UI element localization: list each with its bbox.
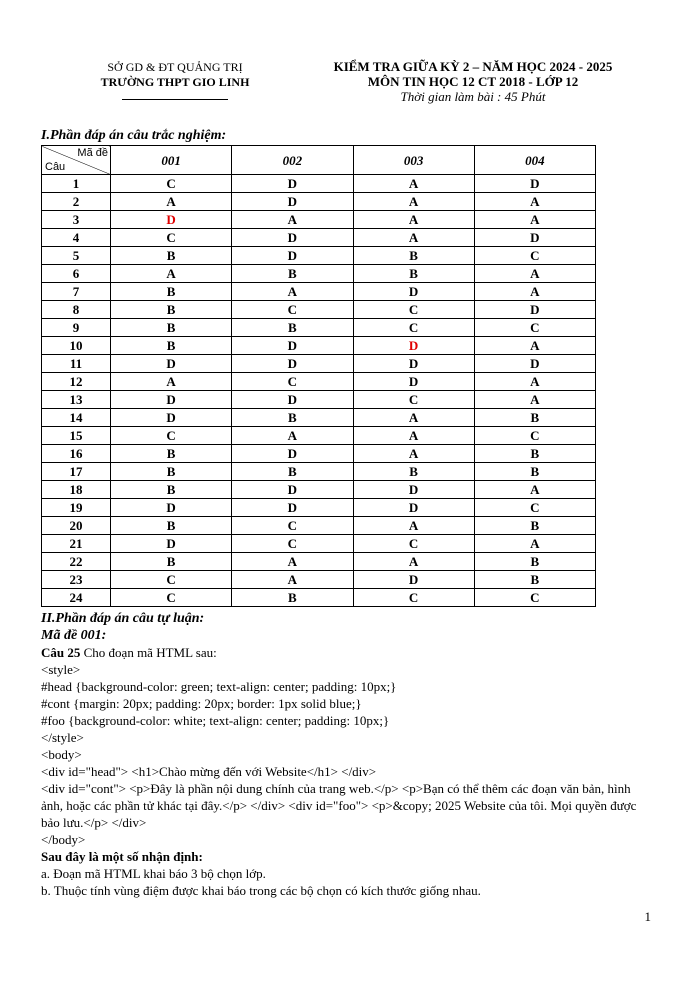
code-line: <div id="cont"> <p>Đây là phần nội dung chính của trang web.</p> <p>Bạn có thể thêm các đoạn văn bản, hình ảnh, hoặc các phần tử khác tại đây.</p> </div> <div id="foo"> <p>&copy; 2025 Website của tôi. Mọi quyền được bảo lưu.</p> </div> (41, 781, 637, 830)
page-number: 1 (644, 909, 651, 924)
code-line: <div id="head"> <h1>Chào mừng đến với Website</h1> </div> (41, 764, 377, 779)
question-label: Câu 25 (41, 645, 81, 660)
answer-cell: D (232, 445, 353, 463)
answer-cell: A (474, 535, 595, 553)
header-right (300, 59, 646, 104)
table-row (42, 265, 596, 283)
answer-cell: D (111, 355, 232, 373)
statement-a: a. Đoạn mã HTML khai báo 3 bộ chọn lớp. (41, 866, 266, 881)
answer-cell: D (111, 535, 232, 553)
exam-subject: MÔN TIN HỌC 12 CT 2018 - LỚP 12 (367, 74, 579, 89)
statement-b: b. Thuộc tính vùng điệm được khai báo trong các bộ chọn có kích thước giống nhau. (41, 883, 481, 898)
answer-cell: A (474, 373, 595, 391)
exam-duration: Thời gian làm bài : 45 Phút (400, 89, 546, 104)
table-row (42, 589, 596, 607)
answer-cell: C (353, 535, 474, 553)
answer-cell: A (353, 409, 474, 427)
answer-cell: A (111, 265, 232, 283)
answer-cell: A (353, 175, 474, 193)
question-number-cell: 13 (42, 391, 111, 409)
answer-cell: A (353, 517, 474, 535)
answer-cell: B (111, 301, 232, 319)
answer-cell: B (111, 319, 232, 337)
answer-cell: C (353, 589, 474, 607)
question-number-cell: 23 (42, 571, 111, 589)
table-row (42, 283, 596, 301)
answer-cell: B (232, 463, 353, 481)
table-row (42, 481, 596, 499)
table-row (42, 445, 596, 463)
corner-cell (42, 146, 111, 175)
answer-cell: C (232, 373, 353, 391)
question-number-cell: 12 (42, 373, 111, 391)
answer-cell: D (232, 481, 353, 499)
code-line: <style> (41, 662, 81, 677)
answer-cell: D (232, 391, 353, 409)
table-row (42, 193, 596, 211)
table-row (42, 391, 596, 409)
school-name: TRƯỜNG THPT GIO LINH (100, 75, 250, 89)
answer-cell: B (111, 481, 232, 499)
answer-cell: B (474, 409, 595, 427)
department-name: SỞ GD & ĐT QUẢNG TRỊ (107, 60, 243, 74)
table-row (42, 337, 596, 355)
question-number-cell: 2 (42, 193, 111, 211)
table-row (42, 373, 596, 391)
answer-cell: D (474, 229, 595, 247)
code-line: #head {background-color: green; text-align: center; padding: 10px;} (41, 679, 397, 694)
table-row (42, 409, 596, 427)
answer-cell: B (111, 517, 232, 535)
answer-cell: C (111, 589, 232, 607)
answer-cell: D (353, 571, 474, 589)
answer-cell: B (111, 445, 232, 463)
answer-cell: A (353, 427, 474, 445)
exam-code-label: Mã đề 001: (41, 628, 107, 643)
answer-cell: D (232, 337, 353, 355)
answer-cell: A (232, 571, 353, 589)
answer-cell: D (232, 499, 353, 517)
answer-cell: D (232, 229, 353, 247)
table-row (42, 301, 596, 319)
question-number-cell: 11 (42, 355, 111, 373)
answer-cell: B (232, 319, 353, 337)
code-block (41, 661, 653, 848)
answer-cell: B (474, 463, 595, 481)
answer-cell: B (111, 283, 232, 301)
answer-cell: C (474, 499, 595, 517)
answer-cell: A (232, 553, 353, 571)
answer-cell: C (232, 517, 353, 535)
question-number-cell: 20 (42, 517, 111, 535)
answer-cell: D (474, 175, 595, 193)
header-left (70, 60, 280, 100)
code-header: 002 (232, 146, 353, 175)
question-text: Cho đoạn mã HTML sau: (80, 645, 217, 660)
answer-cell: D (353, 481, 474, 499)
answer-cell: D (353, 337, 474, 355)
answer-cell: C (232, 535, 353, 553)
answer-cell: B (353, 265, 474, 283)
table-row (42, 211, 596, 229)
table-row (42, 463, 596, 481)
code-line: #cont {margin: 20px; padding: 20px; border: 1px solid blue;} (41, 696, 362, 711)
statements-title: Sau đây là một số nhận định: (41, 849, 203, 864)
answer-cell: C (111, 571, 232, 589)
answer-cell: C (474, 427, 595, 445)
answer-cell: B (111, 553, 232, 571)
code-header: 001 (111, 146, 232, 175)
code-line: </body> (41, 832, 86, 847)
answer-cell: B (474, 553, 595, 571)
question-number-cell: 19 (42, 499, 111, 517)
question-number-cell: 14 (42, 409, 111, 427)
answer-cell: B (232, 265, 353, 283)
answer-cell: B (111, 337, 232, 355)
question-number-cell: 15 (42, 427, 111, 445)
answer-cell: D (232, 247, 353, 265)
answer-cell: A (474, 337, 595, 355)
question-number-cell: 21 (42, 535, 111, 553)
answer-cell: A (353, 211, 474, 229)
answer-cell: A (474, 211, 595, 229)
answer-cell: A (474, 391, 595, 409)
corner-question-label: Câu (45, 161, 66, 173)
question-25 (41, 644, 653, 661)
answer-cell: A (232, 427, 353, 445)
table-row (42, 427, 596, 445)
answer-cell: C (111, 427, 232, 445)
answer-cell: C (474, 319, 595, 337)
answer-cell: A (474, 481, 595, 499)
essay-section (41, 610, 653, 899)
answer-cell: D (111, 409, 232, 427)
answer-cell: D (353, 499, 474, 517)
answer-cell: C (232, 301, 353, 319)
table-row (42, 247, 596, 265)
answer-cell: C (111, 229, 232, 247)
answer-cell: D (232, 355, 353, 373)
answer-cell: A (474, 193, 595, 211)
table-row (42, 517, 596, 535)
answer-cell: A (353, 553, 474, 571)
answer-cell: B (232, 589, 353, 607)
question-number-cell: 4 (42, 229, 111, 247)
answer-cell: A (232, 283, 353, 301)
code-line: </style> (41, 730, 84, 745)
answer-cell: D (232, 193, 353, 211)
table-row (42, 175, 596, 193)
answer-table-header (42, 146, 596, 175)
header-underline (122, 99, 228, 100)
answer-cell: C (474, 589, 595, 607)
table-row (42, 355, 596, 373)
table-row (42, 535, 596, 553)
answer-cell: B (232, 409, 353, 427)
answer-cell: D (474, 355, 595, 373)
question-number-cell: 24 (42, 589, 111, 607)
section1-title: I.Phần đáp án câu trắc nghiệm: (41, 128, 227, 143)
answer-cell: D (474, 301, 595, 319)
code-line: #foo {background-color: white; text-align: center; padding: 10px;} (41, 713, 390, 728)
code-header: 003 (353, 146, 474, 175)
table-row (42, 319, 596, 337)
answer-cell: D (111, 499, 232, 517)
answer-cell: A (111, 193, 232, 211)
answer-cell: D (111, 211, 232, 229)
answer-cell: B (474, 571, 595, 589)
answer-cell: C (353, 391, 474, 409)
answer-cell: B (353, 247, 474, 265)
answer-cell: B (474, 445, 595, 463)
answer-cell: B (111, 463, 232, 481)
answer-cell: C (353, 319, 474, 337)
answer-cell: C (111, 175, 232, 193)
corner-code-label: Mã đề (77, 147, 108, 159)
answer-cell: C (353, 301, 474, 319)
answer-cell: A (353, 445, 474, 463)
table-row (42, 229, 596, 247)
answer-cell: A (353, 229, 474, 247)
answer-cell: B (353, 463, 474, 481)
answer-cell: B (474, 517, 595, 535)
question-number-cell: 1 (42, 175, 111, 193)
question-number-cell: 9 (42, 319, 111, 337)
answer-table (41, 145, 596, 607)
answer-cell: D (111, 391, 232, 409)
answer-cell: A (353, 193, 474, 211)
question-number-cell: 8 (42, 301, 111, 319)
table-row (42, 571, 596, 589)
question-number-cell: 16 (42, 445, 111, 463)
answer-cell: D (232, 175, 353, 193)
answer-cell: D (353, 373, 474, 391)
answer-cell: C (474, 247, 595, 265)
table-row (42, 499, 596, 517)
question-number-cell: 5 (42, 247, 111, 265)
question-number-cell: 18 (42, 481, 111, 499)
question-number-cell: 22 (42, 553, 111, 571)
section2-title: II.Phần đáp án câu tự luận: (41, 611, 205, 626)
question-number-cell: 17 (42, 463, 111, 481)
table-row (42, 553, 596, 571)
answer-cell: A (111, 373, 232, 391)
answer-cell: A (474, 283, 595, 301)
answer-table-body (42, 175, 596, 607)
question-number-cell: 10 (42, 337, 111, 355)
answer-cell: D (353, 355, 474, 373)
answer-cell: B (111, 247, 232, 265)
question-number-cell: 6 (42, 265, 111, 283)
code-header: 004 (474, 146, 595, 175)
code-line: <body> (41, 747, 82, 762)
answer-cell: A (232, 211, 353, 229)
question-number-cell: 7 (42, 283, 111, 301)
question-number-cell: 3 (42, 211, 111, 229)
answer-cell: D (353, 283, 474, 301)
exam-title: KIỂM TRA GIỮA KỲ 2 – NĂM HỌC 2024 - 2025 (333, 59, 613, 74)
answer-cell: A (474, 265, 595, 283)
